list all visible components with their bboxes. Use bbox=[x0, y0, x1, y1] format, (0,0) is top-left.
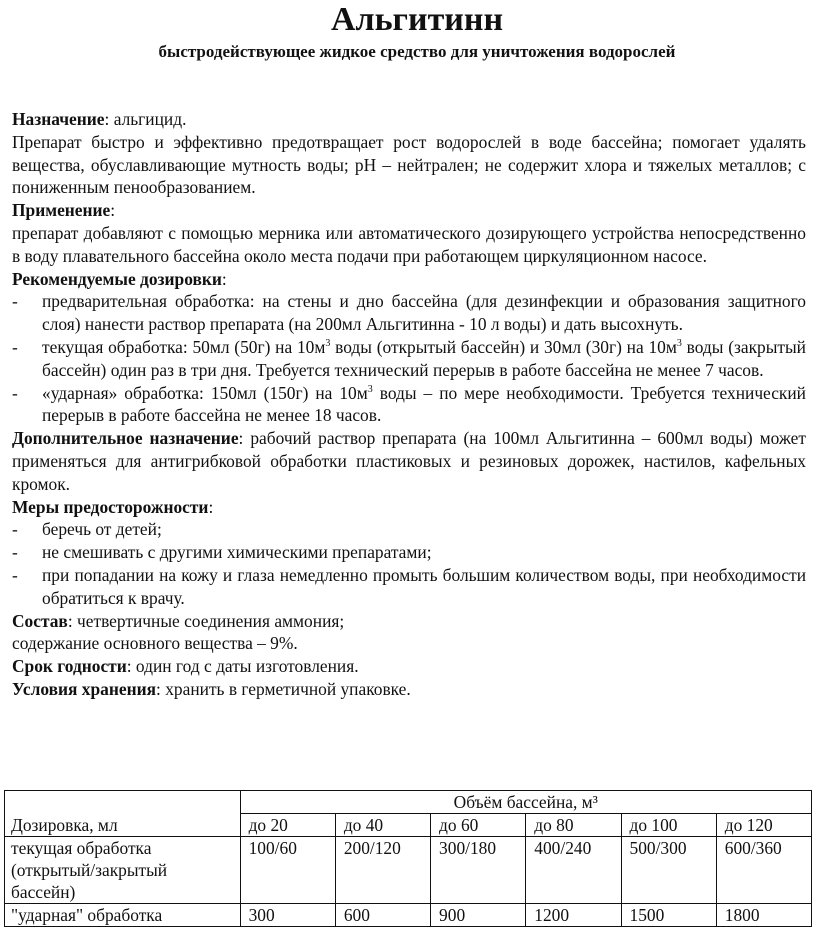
table-cell: 600 bbox=[335, 904, 430, 927]
storage-line bbox=[12, 678, 806, 701]
table-cell: 1200 bbox=[526, 904, 621, 927]
table-cell: 400/240 bbox=[526, 837, 621, 904]
table-cell: 500/300 bbox=[621, 837, 716, 904]
table-cell: 300/180 bbox=[431, 837, 526, 904]
instructions-body bbox=[12, 108, 806, 701]
product-subtitle: быстродействующее жидкое средство для уничтожения водорослей bbox=[158, 42, 676, 61]
composition-label: Состав bbox=[12, 610, 68, 631]
shelf-life-label: Срок годности bbox=[12, 656, 127, 677]
table-cell: 200/120 bbox=[335, 837, 430, 904]
application-line bbox=[12, 199, 806, 222]
precautions-suffix: : bbox=[208, 496, 214, 517]
table-cell: 100/60 bbox=[240, 837, 335, 904]
application-text: препарат добавляют с помощью мерника или автоматического дозирующего устройства непосредственно в воду плавательного бассейна около места подачи при работающем циркуляционном насосе. bbox=[12, 222, 806, 266]
bullet-dash: - bbox=[12, 382, 18, 403]
dosage-item-text: предварительная обработка: на стены и дно бассейна (для дезинфекции и образования защитного слоя) нанести раствор препарата (на 200мл Альгитинна - 10 л воды) и дать высохнуть. bbox=[42, 291, 806, 335]
bullet-dash: - bbox=[12, 336, 18, 357]
column-header: до 60 bbox=[431, 814, 526, 837]
dosage-suffix: : bbox=[221, 268, 227, 289]
shelf-life-text: : один год с даты изготовления. bbox=[126, 656, 359, 677]
dosage-item-text-b: воды (открытый бассейн) и 30мл (30г) на 10м bbox=[330, 336, 677, 357]
composition-line-2: содержание основного вещества – 9%. bbox=[12, 633, 298, 654]
precautions-heading bbox=[12, 496, 806, 519]
column-header: до 120 bbox=[716, 814, 811, 837]
column-header: до 100 bbox=[621, 814, 716, 837]
dosage-item-shock bbox=[12, 382, 806, 428]
cubic-superscript: 3 bbox=[367, 383, 373, 395]
precaution-text: беречь от детей; bbox=[42, 519, 162, 540]
dosage-table bbox=[4, 790, 812, 927]
composition-text: : четвертичные соединения аммония; bbox=[67, 610, 345, 631]
bullet-dash: - bbox=[12, 291, 18, 312]
table-header-row bbox=[5, 791, 812, 814]
product-title: Альгитинн bbox=[330, 1, 504, 38]
precaution-item bbox=[12, 564, 806, 610]
dosage-item-current bbox=[12, 336, 806, 382]
composition-line bbox=[12, 610, 806, 633]
column-header: до 20 bbox=[240, 814, 335, 837]
precaution-item bbox=[12, 518, 806, 541]
dosage-item-text-a: «ударная» обработка: 150мл (150г) на 10м bbox=[42, 382, 368, 403]
table-cell: 300 bbox=[240, 904, 335, 927]
storage-label: Условия хранения bbox=[12, 678, 157, 699]
application-suffix: : bbox=[110, 200, 116, 221]
precaution-text: при попадании на кожу и глаза немедленно промыть большим количеством воды, при необходимости обратиться к врачу. bbox=[42, 564, 806, 608]
application-label: Применение bbox=[12, 200, 111, 221]
purpose-value: : альгицид. bbox=[104, 109, 187, 129]
column-header: до 80 bbox=[526, 814, 621, 837]
precaution-text: не смешивать с другими химическими препаратами; bbox=[42, 542, 432, 563]
bullet-dash: - bbox=[12, 542, 18, 563]
dosage-item-preliminary bbox=[12, 290, 806, 336]
precaution-item bbox=[12, 541, 806, 564]
dosage-heading bbox=[12, 268, 806, 291]
row-label: текущая обработка (открытый/закрытый бассейн) bbox=[5, 837, 241, 904]
shelf-life-line bbox=[12, 655, 806, 678]
dosage-item-text-a: текущая обработка: 50мл (50г) на 10м bbox=[42, 336, 326, 357]
table-row bbox=[5, 837, 812, 904]
dosage-label: Рекомендуемые дозировки bbox=[12, 268, 222, 289]
additional-label: Дополнительное назначение bbox=[12, 428, 239, 449]
table-cell: 1500 bbox=[621, 904, 716, 927]
table-cell: 600/360 bbox=[716, 837, 811, 904]
additional-text: : рабочий раствор препарата (на 100мл Альгитинна – 600мл воды) может применяться для антигрибковой обработки пластиковых и резиновых дорожек, настилов, кафельных кромок. bbox=[12, 428, 806, 494]
column-header: до 40 bbox=[335, 814, 430, 837]
row-label-header: Дозировка, мл bbox=[5, 791, 241, 837]
purpose-text: Препарат быстро и эффективно предотвращает рост водорослей в воде бассейна; помогает удалять вещества, обуславливающие мутность воды; pH – нейтрален; не содержит хлора и тяжелых металлов; с пониженным пенообразованием. bbox=[12, 131, 806, 198]
table-cell: 900 bbox=[431, 904, 526, 927]
volume-header: Объём бассейна, м³ bbox=[240, 791, 811, 814]
bullet-dash: - bbox=[12, 564, 18, 585]
purpose-label: Назначение bbox=[12, 109, 105, 129]
cubic-superscript: 3 bbox=[676, 338, 682, 350]
cubic-superscript: 3 bbox=[325, 338, 331, 350]
storage-text: : хранить в герметичной упаковке. bbox=[156, 678, 411, 699]
purpose-line bbox=[12, 108, 806, 131]
table-cell: 1800 bbox=[716, 904, 811, 927]
dosage-item-text-b: воды – по мере необходимости. Требуется технический перерыв в работе бассейна не менее 18 часов. bbox=[42, 382, 806, 426]
bullet-dash: - bbox=[12, 519, 18, 540]
additional-line bbox=[12, 427, 806, 495]
row-label: "ударная" обработка bbox=[5, 904, 241, 927]
table-row bbox=[5, 904, 812, 927]
dosage-item-text-c: воды (закрытый бассейн) один раз в три дня. Требуется технический перерыв в работе бассейна не менее 7 часов. bbox=[42, 336, 806, 380]
precautions-label: Меры предосторожности bbox=[12, 496, 209, 517]
